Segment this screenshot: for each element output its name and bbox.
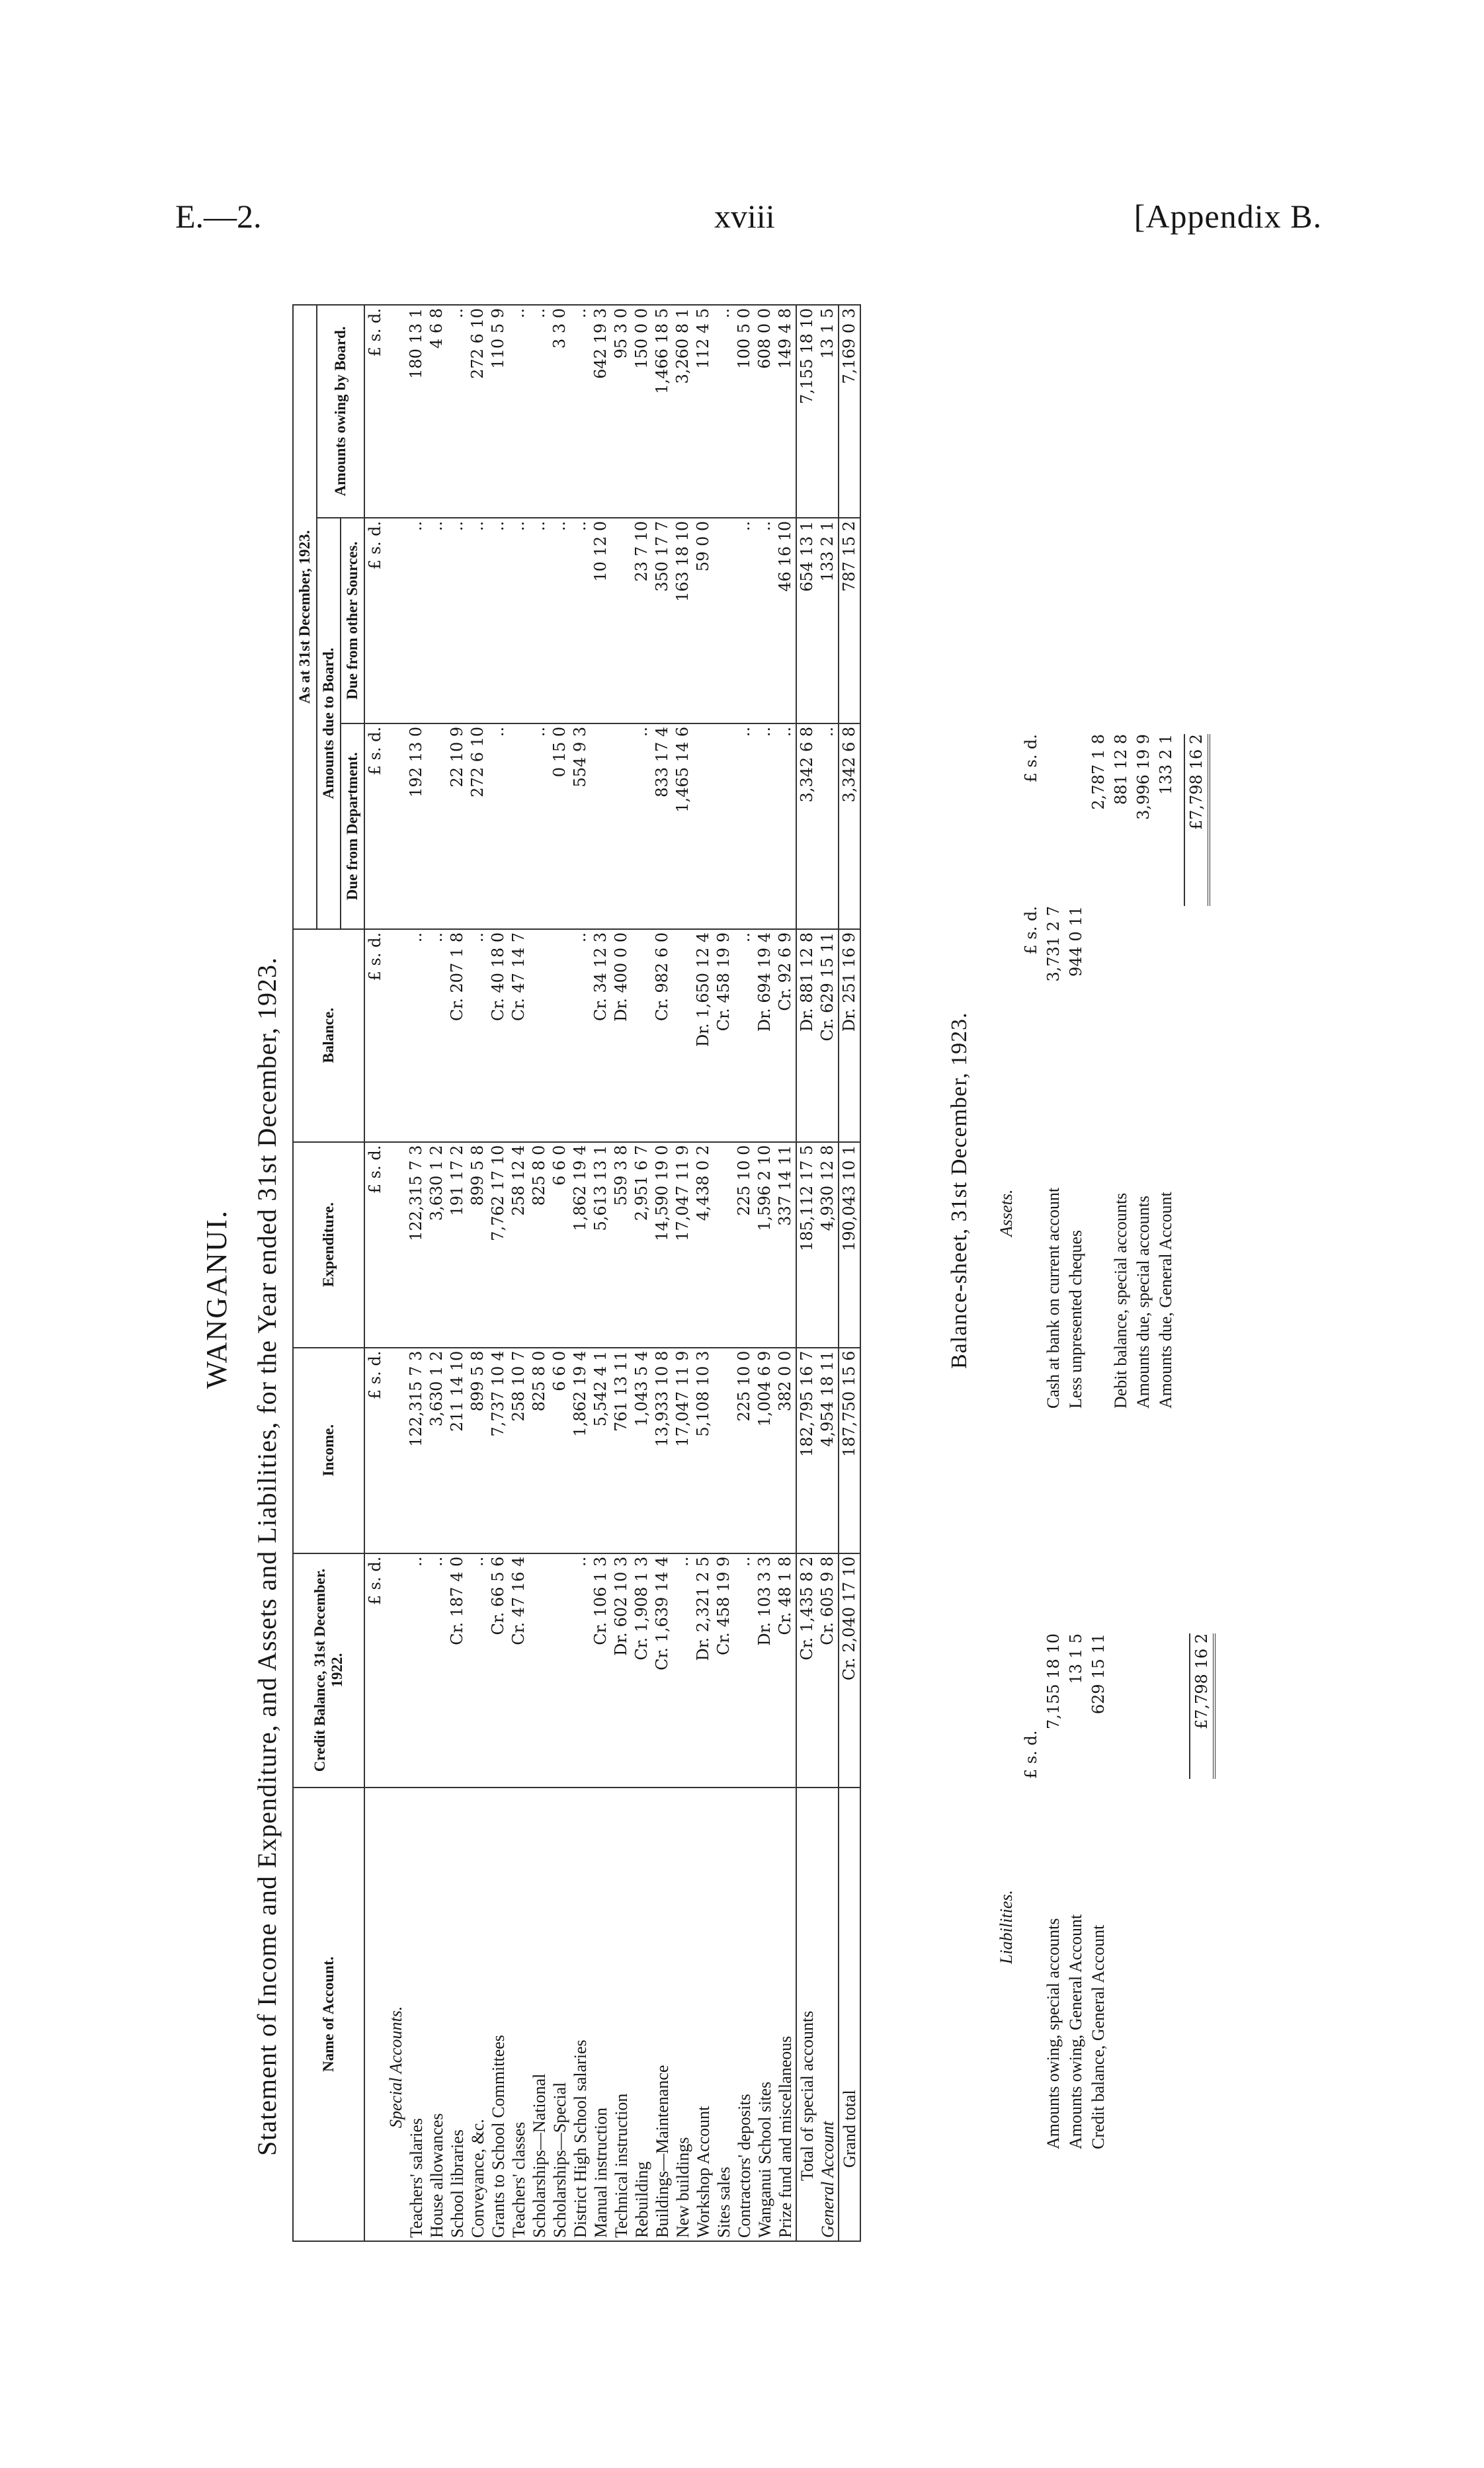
asset-row [1065,734,1087,1409]
amount-cell-inc: 17,047 11 9 [673,1348,693,1553]
amount-cell-owing: 100 5 0 [734,305,755,518]
amount-cell-exp: 825 8 0 [529,1142,550,1348]
amount-cell-dept: .. [632,723,652,929]
liabilities-units-row [1020,1633,1042,2149]
account-name: Manual instruction [591,1788,611,2241]
amount-cell-owing: 3 3 0 [550,305,570,518]
amount-cell-other: .. [570,518,591,723]
amount-cell-cb: Cr. 47 16 4 [509,1553,529,1788]
account-name: Teachers' classes [509,1788,529,2241]
amount-cell-owing: 272 6 10 [468,305,488,518]
account-name: Grand total [839,1788,860,2241]
amount-cell-bal [632,929,652,1142]
total-special-row [796,305,817,2241]
table-row [447,305,468,2241]
table-row [509,305,529,2241]
amount-cell-cb: Cr. 605 9 8 [817,1553,839,1788]
liability-row [1065,1633,1087,2149]
amount-cell-exp: 1,596 2 10 [755,1142,775,1348]
account-name: Buildings—Maintenance [652,1788,673,2241]
amount-cell-exp: 5,613 13 1 [591,1142,611,1348]
amount-cell-inc: 211 14 10 [447,1348,468,1553]
asset-label: Less unpresented cheques [1066,1229,1085,1409]
amount-cell-dept [611,723,632,929]
amount-cell-owing: .. [509,305,529,518]
amount-cell-inc: 6 6 0 [550,1348,570,1553]
amount-cell-owing: 608 0 0 [755,305,775,518]
assets-total-row [1184,734,1210,1409]
liabilities-total-row [1189,1633,1216,2149]
amount-cell-cb [550,1553,570,1788]
amount-cell-dept: 3,342 6 8 [796,723,817,929]
table-row [468,305,488,2241]
amount-cell-inc: 182,795 16 7 [796,1348,817,1553]
asset-row [1110,734,1132,1409]
amount-cell-cb: .. [406,1553,427,1788]
col-as-at: As at 31st December, 1923. [293,305,317,929]
amount-cell-dept [693,723,714,929]
amount-cell-bal [673,929,693,1142]
amount-cell-other: .. [406,518,427,723]
col-balance: Balance. [293,929,364,1142]
table-row [693,305,714,2241]
amount-cell-exp: 4,930 12 8 [817,1142,839,1348]
liability-row [1087,1633,1110,2149]
units-cell: £ s. d. [364,929,386,1142]
liability-label: Amounts owing, special accounts [1044,1918,1063,2149]
amount-cell-other: 654 13 1 [796,518,817,723]
amount-cell-cb: .. [468,1553,488,1788]
amount-cell-dept: .. [775,723,796,929]
amount-cell-dept [427,723,447,929]
page-header-right: [Appendix B. [1134,198,1322,235]
amount-cell-other: .. [755,518,775,723]
amount-cell-other [714,518,734,723]
asset-label: Amounts due, special accounts [1134,1195,1153,1409]
grand-total-row [839,305,860,2241]
amount-cell-other: .. [468,518,488,723]
account-name: Grants to School Committees [488,1788,509,2241]
amount-cell-owing: 180 13 1 [406,305,427,518]
assets-heading: Assets. [997,1189,1016,1237]
district-title: WANGANUI. [200,1210,233,1389]
account-name: New buildings [673,1788,693,2241]
table-row [529,305,550,2241]
table-row [406,305,427,2241]
amount-cell-exp: 191 17 2 [447,1142,468,1348]
accounts-table [292,304,861,2242]
account-name: Contractors' deposits [734,1788,755,2241]
amount-cell-cb: .. [734,1553,755,1788]
table-row [611,305,632,2241]
amount-cell-bal [529,929,550,1142]
amount-cell-bal: Cr. 629 15 11 [817,929,839,1142]
asset-label: Cash at bank on current account [1044,1187,1063,1409]
spacer [1184,906,1210,1038]
amount-cell-owing: .. [714,305,734,518]
amount-cell-owing: .. [570,305,591,518]
amount-cell-cb: Dr. 602 10 3 [611,1553,632,1788]
amount-cell-owing: .. [529,305,550,518]
col-amounts-due: Amounts due to Board. [317,518,341,929]
asset-amount [1155,906,1177,1038]
amount-cell-inc: 258 10 7 [509,1348,529,1553]
amount-cell-exp: 2,951 6 7 [632,1142,652,1348]
amount-cell-bal: .. [427,929,447,1142]
amount-cell-owing: 642 19 3 [591,305,611,518]
col-name: Name of Account. [293,1788,364,2241]
amount-cell-exp: 3,630 1 2 [427,1142,447,1348]
amount-cell-other: .. [734,518,755,723]
amount-cell-owing: 7,155 18 10 [796,305,817,518]
asset-amount [1087,906,1110,1038]
account-name: Wanganui School sites [755,1788,775,2241]
amount-cell-dept: 0 15 0 [550,723,570,929]
units-cell: £ s. d. [364,518,386,723]
amount-cell-exp: 185,112 17 5 [796,1142,817,1348]
amount-cell-exp: 6 6 0 [550,1142,570,1348]
amount-cell-other: .. [509,518,529,723]
amount-cell-inc: 122,315 7 3 [406,1348,427,1553]
amount-cell-owing: 1,466 18 5 [652,305,673,518]
spacer [1020,1038,1042,1409]
amount-cell-bal: Dr. 694 19 4 [755,929,775,1142]
amount-cell-owing: 4 6 8 [427,305,447,518]
amount-cell-exp [714,1142,734,1348]
account-name: District High School salaries [570,1788,591,2241]
amount-cell-bal: .. [570,929,591,1142]
amount-cell-other: 133 2 1 [817,518,839,723]
units-cell: £ s. d. [364,1553,386,1788]
amount-cell-inc: 899 5 8 [468,1348,488,1553]
account-name: Teachers' salaries [406,1788,427,2241]
amount-cell-cb: Dr. 103 3 3 [755,1553,775,1788]
amount-cell-dept: 272 6 10 [468,723,488,929]
amount-cell-bal: Cr. 40 18 0 [488,929,509,1142]
liability-label: Amounts owing, General Account [1066,1914,1085,2149]
amount-cell-dept: 22 10 9 [447,723,468,929]
amount-cell-exp: 4,438 0 2 [693,1142,714,1348]
amount-cell-owing: 13 1 5 [817,305,839,518]
col-expenditure: Expenditure. [293,1142,364,1348]
asset-row [1155,734,1177,1409]
amount-cell-inc: 382 0 0 [775,1348,796,1553]
page-header-left: E.—2. [175,198,262,235]
amount-cell-cb: Cr. 2,040 17 10 [839,1553,860,1788]
units-label: £ s. d. [1022,1730,1040,1779]
amount-cell-inc: 1,004 6 9 [755,1348,775,1553]
table-row [755,305,775,2241]
table-row [652,305,673,2241]
amount-cell-inc: 187,750 15 6 [839,1348,860,1553]
account-name: Workshop Account [693,1788,714,2241]
asset-extended: 881 12 8 [1112,734,1130,805]
amount-cell-cb: Cr. 187 4 0 [447,1553,468,1788]
amount-cell-dept: 3,342 6 8 [839,723,860,929]
liability-amount: 13 1 5 [1067,1633,1085,1684]
amount-cell-bal: Dr. 251 16 9 [839,929,860,1142]
amount-cell-inc: 225 10 0 [734,1348,755,1553]
units-cell: £ s. d. [364,1348,386,1553]
spacer [1184,1038,1210,1409]
table-row [427,305,447,2241]
amount-cell-bal: Dr. 1,650 12 4 [693,929,714,1142]
amount-cell-bal: Cr. 47 14 7 [509,929,529,1142]
amount-cell-bal: Cr. 34 12 3 [591,929,611,1142]
account-name: School libraries [447,1788,468,2241]
amount-cell-cb [529,1553,550,1788]
assets-total: £7,798 16 2 [1184,734,1210,906]
amount-cell-bal: Cr. 207 1 8 [447,929,468,1142]
amount-cell-cb: Cr. 1,639 14 4 [652,1553,673,1788]
table-row [570,305,591,2241]
amount-cell-other: 10 12 0 [591,518,611,723]
asset-amount [1110,906,1132,1038]
amount-cell-bal: Cr. 92 6 9 [775,929,796,1142]
amount-cell-bal: .. [468,929,488,1142]
amount-cell-dept: 554 9 3 [570,723,591,929]
amount-cell-exp: 258 12 4 [509,1142,529,1348]
amount-cell-other [611,518,632,723]
asset-extended: 3,996 19 9 [1134,734,1153,820]
amount-cell-exp: 14,590 19 0 [652,1142,673,1348]
amount-cell-dept: .. [734,723,755,929]
amount-cell-inc: 3,630 1 2 [427,1348,447,1553]
amount-cell-bal: Dr. 400 0 0 [611,929,632,1142]
spacer [1189,1779,1216,2149]
amount-cell-bal: .. [734,929,755,1142]
amount-cell-inc: 761 13 11 [611,1348,632,1553]
units-cell: £ s. d. [364,723,386,929]
asset-label: Debit balance, special accounts [1111,1192,1130,1409]
table-row [488,305,509,2241]
asset-row [1132,734,1155,1409]
account-name: Scholarships—Special [550,1788,570,2241]
col-owing: Amounts owing by Board. [317,305,364,518]
amount-cell-exp: 17,047 11 9 [673,1142,693,1348]
account-name: Prize fund and miscellaneous [775,1788,796,2241]
amount-cell-cb: Cr. 48 1 8 [775,1553,796,1788]
liability-amount: 629 15 11 [1089,1633,1108,1715]
statement-title: Statement of Income and Expenditure, and Assets and Liabilities, for the Year ended 31st December, 1923. [252,956,282,2156]
amount-cell-exp: 337 14 11 [775,1142,796,1348]
amount-cell-inc: 5,108 10 3 [693,1348,714,1553]
amount-cell-other: .. [488,518,509,723]
amount-cell-owing: 7,169 0 3 [839,305,860,518]
liabilities-total: £7,798 16 2 [1189,1633,1216,1779]
amount-cell-owing: .. [447,305,468,518]
rotated-statement [200,304,1291,2242]
amount-cell-bal: Cr. 982 6 0 [652,929,673,1142]
account-name: Scholarships—National [529,1788,550,2241]
amount-cell-inc: 1,862 19 4 [570,1348,591,1553]
amount-cell-dept: .. [755,723,775,929]
asset-amount: 944 0 11 [1067,906,1085,977]
asset-label [1087,1038,1110,1409]
account-name: Rebuilding [632,1788,652,2241]
table-row [673,305,693,2241]
amount-cell-dept: .. [529,723,550,929]
amount-cell-other: 350 17 7 [652,518,673,723]
units-label: £ s. d. [1022,906,1040,955]
table-row [632,305,652,2241]
amount-cell-cb: .. [427,1553,447,1788]
account-name: General Account [817,1788,839,2241]
amount-cell-exp: 1,862 19 4 [570,1142,591,1348]
amount-cell-cb: .. [570,1553,591,1788]
amount-cell-dept: .. [488,723,509,929]
asset-row [1042,734,1065,1409]
amount-cell-inc: 5,542 4 1 [591,1348,611,1553]
asset-extended [1042,734,1065,906]
amount-cell-dept: 1,465 14 6 [673,723,693,929]
asset-amount [1132,906,1155,1038]
table-row [775,305,796,2241]
liabilities-heading: Liabilities. [997,1890,1016,1964]
general-account-row [817,305,839,2241]
amount-cell-other: 787 15 2 [839,518,860,723]
asset-label: Amounts due, General Account [1156,1192,1175,1409]
liability-amount: 7,155 18 10 [1044,1633,1063,1730]
table-row [591,305,611,2241]
amount-cell-bal: Dr. 881 12 8 [796,929,817,1142]
amount-cell-exp: 559 3 8 [611,1142,632,1348]
account-name: Total of special accounts [796,1788,817,2241]
amount-cell-other: 23 7 10 [632,518,652,723]
liabilities-list [1020,1633,1216,2149]
asset-extended: 133 2 1 [1157,734,1175,795]
liability-row [1042,1633,1065,2149]
amount-cell-inc: 4,954 18 11 [817,1348,839,1553]
amount-cell-other: .. [447,518,468,723]
amount-cell-exp: 7,762 17 10 [488,1142,509,1348]
spacer [1020,1779,1042,2149]
units-label: £ s. d. [1022,734,1040,783]
amount-cell-dept: .. [817,723,839,929]
amount-cell-owing: 95 3 0 [611,305,632,518]
col-income: Income. [293,1348,364,1553]
amount-cell-other: 46 16 10 [775,518,796,723]
table-row [550,305,570,2241]
units-cell: £ s. d. [364,1142,386,1348]
amount-cell-bal [550,929,570,1142]
amount-cell-cb: Cr. 458 19 9 [714,1553,734,1788]
asset-amount: 3,731 2 7 [1044,906,1063,982]
amount-cell-owing: 110 5 9 [488,305,509,518]
amount-cell-other: .. [427,518,447,723]
col-due-other: Due from other Sources. [341,518,364,723]
account-name: Sites sales [714,1788,734,2241]
col-due-dept: Due from Department. [341,723,364,929]
amount-cell-cb: .. [673,1553,693,1788]
account-name: House allowances [427,1788,447,2241]
amount-cell-cb: Cr. 1,435 8 2 [796,1553,817,1788]
units-row [364,305,386,2241]
units-cell: £ s. d. [364,305,386,518]
amount-cell-bal: .. [406,929,427,1142]
amount-cell-bal: Cr. 458 19 9 [714,929,734,1142]
amount-cell-cb: Cr. 66 5 6 [488,1553,509,1788]
asset-row [1087,734,1110,1409]
col-credit-balance: Credit Balance, 31st December. 1922. [293,1553,364,1788]
table-row [714,305,734,2241]
amount-cell-inc: 1,043 5 4 [632,1348,652,1553]
amount-cell-cb: Dr. 2,321 2 5 [693,1553,714,1788]
amount-cell-inc [714,1348,734,1553]
section-row [386,305,406,2241]
amount-cell-inc: 825 8 0 [529,1348,550,1553]
amount-cell-dept [591,723,611,929]
amount-cell-exp: 225 10 0 [734,1142,755,1348]
amount-cell-exp: 122,315 7 3 [406,1142,427,1348]
liability-label: Credit balance, General Account [1089,1924,1108,2149]
amount-cell-dept [714,723,734,929]
amount-cell-inc: 7,737 10 4 [488,1348,509,1553]
assets-list [1020,734,1210,1409]
amount-cell-other: .. [550,518,570,723]
amount-cell-inc: 13,933 10 8 [652,1348,673,1553]
account-name: Technical instruction [611,1788,632,2241]
amount-cell-cb: Cr. 106 1 3 [591,1553,611,1788]
amount-cell-other: 163 18 10 [673,518,693,723]
amount-cell-owing: 150 0 0 [632,305,652,518]
page-number: xviii [714,198,775,235]
amount-cell-exp: 899 5 8 [468,1142,488,1348]
amount-cell-owing: 3,260 8 1 [673,305,693,518]
amount-cell-dept: 192 13 0 [406,723,427,929]
assets-units-row [1020,734,1042,1409]
amount-cell-other: 59 0 0 [693,518,714,723]
amount-cell-owing: 149 4 8 [775,305,796,518]
table-row [734,305,755,2241]
amount-cell-owing: 112 4 5 [693,305,714,518]
asset-extended: 2,787 1 8 [1089,734,1108,810]
balance-sheet-title: Balance-sheet, 31st December, 1923. [947,1012,971,1369]
amount-cell-dept: 833 17 4 [652,723,673,929]
amount-cell-cb: Cr. 1,908 1 3 [632,1553,652,1788]
amount-cell-dept [509,723,529,929]
section-label: Special Accounts. [386,1788,406,2241]
amount-cell-other: .. [529,518,550,723]
amount-cell-exp: 190,043 10 1 [839,1142,860,1348]
asset-extended [1065,734,1087,906]
account-name: Conveyance, &c. [468,1788,488,2241]
